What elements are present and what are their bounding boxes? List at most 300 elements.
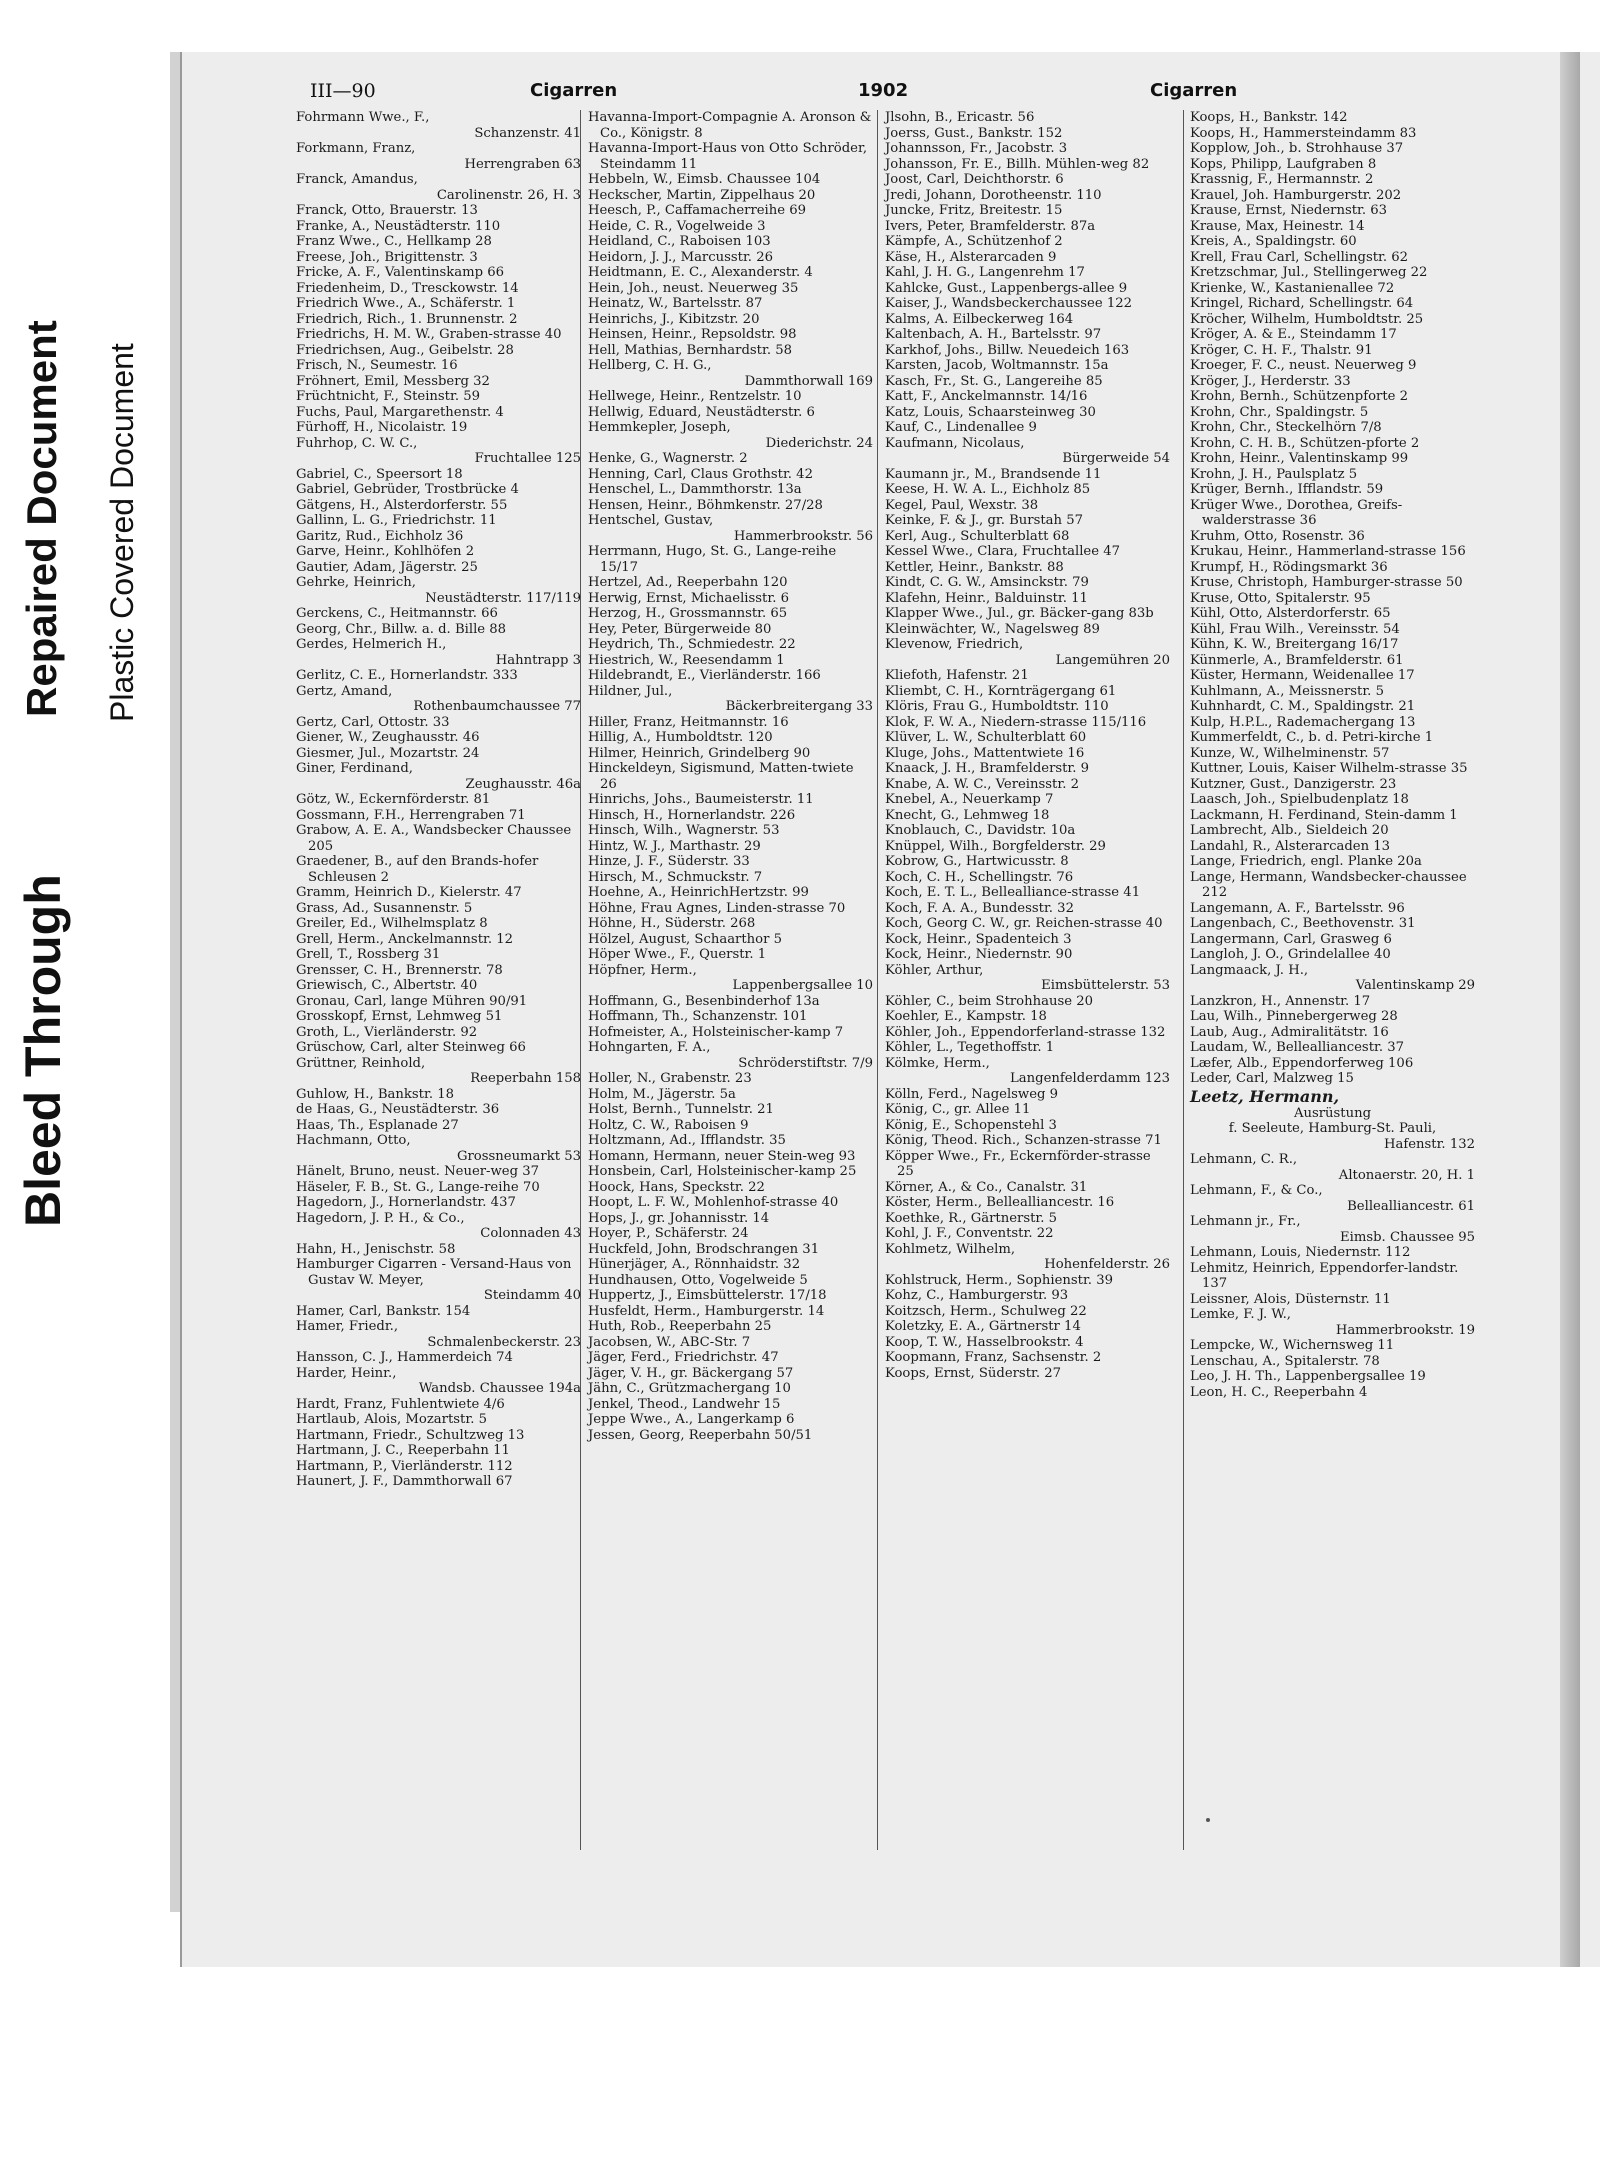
entry-name: Krohn, J. H., Paulsplatz 5 [1190,466,1358,482]
entry-name: Lehmann jr., Fr., [1190,1214,1301,1229]
entry-name: Hofmeister, A., Holsteinischer-kamp 7 [588,1024,844,1040]
directory-entry [296,932,581,948]
entry-name: Koch, E. T. L., Bellealliance-strasse 41 [885,885,1141,900]
entry-name: Kröger, C. H. F., Thalstr. 91 [1190,342,1373,358]
directory-entry [588,808,873,824]
directory-entry [296,1304,581,1320]
directory-entry [1190,1369,1475,1385]
directory-entry [885,901,1170,917]
entry-name: Kindt, C. G. W., Amsinckstr. 79 [885,575,1089,590]
directory-entry [1190,110,1475,126]
directory-entry [588,110,876,141]
entry-name: Hinze, J. F., Süderstr. 33 [588,854,750,869]
entry-name: Grüttner, Reinhold, [296,1055,426,1071]
directory-entry [1190,1071,1475,1087]
entry-name: Kuhnhardt, C. M., Spaldingstr. 21 [1190,699,1416,714]
entry-name: Gronau, Carl, lange Mühren 90/91 [296,993,528,1009]
directory-entry [588,544,873,575]
entry-address: Grossneumarkt 53 [456,1148,581,1164]
entry-name: Krause, Max, Heinestr. 14 [1190,218,1365,234]
entry-name: Heidland, C., Raboisen 103 [588,234,771,249]
entry-name: Krohn, Heinr., Valentinskamp 99 [1190,451,1409,466]
entry-name: Hey, Peter, Bürgerweide 80 [588,621,772,637]
entry-name: Kretzschmar, Jul., Stellingerweg 22 [1190,265,1428,280]
directory-entry [588,1149,873,1165]
directory-entry [588,1211,873,1227]
directory-entry [296,730,581,746]
entry-name: Gabriel, Gebrüder, Trostbrücke 4 [296,482,519,497]
directory-entry [885,1211,1170,1227]
scan-sidebar [0,52,190,1962]
entry-name: Klapper Wwe., Jul., gr. Bäcker-gang 83b [885,606,1154,621]
directory-entry [885,157,1170,173]
entry-name: Gätgens, H., Alsterdorferstr. 55 [296,497,508,513]
directory-entry [296,141,581,172]
directory-entry [296,172,581,203]
directory-entry [1190,1056,1475,1072]
entry-name: Lange, Hermann, Wandsbecker-chaussee 212 [1190,869,1471,900]
entry-name: Köhler, C., beim Strohhause 20 [885,993,1094,1009]
directory-entry [1190,312,1475,328]
directory-entry [885,963,1170,994]
entry-name: Leissner, Alois, Düsternstr. 11 [1190,1291,1391,1307]
entry-name: Jredi, Johann, Dorotheenstr. 110 [885,187,1102,203]
entry-name: Lehmitz, Heinrich, Eppendorfer-landstr. 137 [1190,1260,1463,1291]
entry-name: Lehmann, C. R., [1190,1152,1298,1167]
entry-name: Kruhm, Otto, Rosenstr. 36 [1190,528,1365,544]
entry-name: Kühn, K. W., Breitergang 16/17 [1190,637,1399,652]
directory-entry [885,172,1170,188]
entry-address: Altonaerstr. 20, H. 1 [1338,1167,1475,1183]
directory-entry [296,1087,581,1103]
directory-entry [588,234,873,250]
directory-entry [885,1025,1170,1041]
entry-name: Leetz, Hermann, [1190,1086,1340,1106]
entry-name: Johannsson, Fr., Jacobstr. 3 [885,141,1068,156]
entry-name: Käse, H., Alsterarcaden 9 [885,249,1057,265]
entry-name: Hiestrich, W., Reesendamm 1 [588,652,785,668]
entry-name: Klevenow, Friedrich, [885,637,1024,652]
entry-name: Hartlaub, Alois, Mozartstr. 5 [296,1412,487,1427]
directory-entry [1190,374,1475,390]
directory-entry [588,1319,873,1335]
entry-name: Klöris, Frau G., Humboldtstr. 110 [885,699,1109,714]
entry-name: Giener, W., Zeughausstr. 46 [296,730,480,745]
entry-name: Jähn, C., Grützmachergang 10 [588,1381,791,1396]
entry-name: Knoblauch, C., Davidstr. 10a [885,823,1076,838]
entry-address: Fruchtallee 125 [474,451,581,466]
directory-entry [885,1180,1170,1196]
directory-entry [885,234,1170,250]
directory-entry [296,1009,581,1025]
entry-name: Laub, Aug., Admiralitätstr. 16 [1190,1024,1389,1040]
directory-entry [1190,265,1475,281]
directory-entry [588,1133,873,1149]
entry-name: König, C., gr. Allee 11 [885,1102,1031,1117]
directory-entry [1190,467,1475,483]
directory-entry [1190,575,1475,591]
entry-name: Koops, Ernst, Süderstr. 27 [885,1365,1062,1381]
directory-entry [1190,234,1475,250]
directory-entry [1190,684,1475,700]
entry-name: Kluge, Johs., Mattentwiete 16 [885,745,1085,761]
entry-name: Franck, Amandus, [296,172,418,187]
entry-name: Kock, Heinr., Niedernstr. 90 [885,947,1073,962]
directory-entry [885,544,1170,560]
directory-entry [1190,188,1475,204]
entry-name: Huckfeld, John, Brodschrangen 31 [588,1241,820,1257]
entry-name: Friedrich Wwe., A., Schäferstr. 1 [296,296,516,311]
entry-name: Garitz, Rud., Eichholz 36 [296,528,464,544]
entry-name: König, Theod. Rich., Schanzen-strasse 71 [885,1133,1162,1148]
entry-name: Gertz, Amand, [296,683,393,699]
entry-name: Kessel Wwe., Clara, Fruchtallee 47 [885,544,1120,559]
entry-name: Koletzky, E. A., Gärtnerstr 14 [885,1319,1081,1334]
directory-entry [588,451,873,467]
entry-name: Krauel, Joh. Hamburgerstr. 202 [1190,187,1402,203]
directory-entry [1190,389,1475,405]
entry-name: Herrmann, Hugo, St. G., Lange-reihe 15/17 [588,544,841,575]
directory-entry [588,591,873,607]
directory-entry [588,389,873,405]
directory-entry [885,575,1170,591]
entry-name: Hohngarten, F. A., [588,1040,711,1055]
entry-name: Langermann, Carl, Grasweg 6 [1190,931,1392,947]
entry-name: Homann, Hermann, neuer Stein-weg 93 [588,1148,856,1164]
entry-name: Jäger, V. H., gr. Bäckergang 57 [588,1365,794,1381]
directory-entry [1190,560,1475,576]
entry-name: Langloh, J. O., Grindelallee 40 [1190,947,1391,962]
directory-entry [885,281,1170,297]
entry-name: Hellwig, Eduard, Neustädterstr. 6 [588,404,815,420]
directory-entry [885,947,1170,963]
entry-name: Hartmann, Friedr., Schultzweg 13 [296,1427,525,1443]
entry-name: Kuhlmann, A., Meissnerstr. 5 [1190,683,1384,699]
directory-entry [885,296,1170,312]
directory-entry [1190,854,1475,870]
entry-name: Kleinwächter, W., Nagelsweg 89 [885,621,1100,637]
entry-name: Hentschel, Gustav, [588,513,714,528]
directory-entry [885,870,1170,886]
entry-name: Huppertz, J., Eimsbüttelerstr. 17/18 [588,1288,827,1303]
entry-name: Fuhrhop, C. W. C., [296,435,418,451]
directory-entry [1190,405,1475,421]
entry-name: Gehrke, Heinrich, [296,575,416,590]
directory-entry [588,606,873,622]
entry-address: Hohenfelderstr. 26 [1044,1257,1170,1272]
directory-entry [1190,1137,1475,1153]
directory-entry [588,963,873,994]
entry-name: Ausrüstung [1293,1105,1372,1121]
entry-name: Garve, Heinr., Kohlhöfen 2 [296,544,475,559]
entry-name: Kohz, C., Hamburgerstr. 93 [885,1288,1069,1303]
directory-entry [885,141,1170,157]
directory-entry [588,358,873,389]
entry-name: Lau, Wilh., Pinnebergerweg 28 [1190,1009,1398,1024]
directory-entry [588,1335,873,1351]
entry-name: Hoehne, A., HeinrichHertzstr. 99 [588,885,809,900]
entry-name: Krohn, C. H. B., Schützen-pforte 2 [1190,435,1420,451]
entry-address: Hahntrapp 3 [495,652,581,668]
entry-name: Langenbach, C., Beethovenstr. 31 [1190,916,1416,931]
entry-name: Kerl, Aug., Schulterblatt 68 [885,528,1070,544]
entry-name: Hellwege, Heinr., Rentzelstr. 10 [588,389,802,404]
entry-address: Eimsbüttelerstr. 53 [1041,978,1170,993]
entry-address: Schmalenbeckerstr. 23 [427,1334,581,1350]
directory-entry [588,1226,873,1242]
directory-entry [1190,1152,1475,1183]
directory-entry [1190,1106,1475,1122]
entry-name: Hellberg, C. H. G., [588,358,712,373]
directory-entry [296,885,581,901]
directory-entry [1190,622,1475,638]
entry-name: Koethke, R., Gärtnerstr. 5 [885,1210,1058,1226]
entry-name: Kock, Heinr., Spadenteich 3 [885,931,1072,947]
directory-entry [1190,1009,1475,1025]
directory-entry [588,1180,873,1196]
entry-name: Hinckeldeyn, Sigismund, Matten-twiete 26 [588,761,858,792]
directory-column-2 [588,110,876,1930]
entry-name: Leo, J. H. Th., Lappenbergsallee 19 [1190,1369,1426,1384]
directory-entry [1190,358,1475,374]
directory-entry [296,312,581,328]
entry-name: Köster, Herm., Bellealliancestr. 16 [885,1195,1115,1210]
directory-entry [885,823,1170,839]
entry-name: Kalms, A. Eilbeckerweg 164 [885,311,1074,327]
entry-name: Grabow, A. E. A., Wandsbecker Chaussee 205 [296,823,576,854]
entry-name: Landahl, R., Alsterarcaden 13 [1190,838,1391,854]
directory-entry [588,792,873,808]
directory-entry [296,994,581,1010]
entry-name: Hölzel, August, Schaarthor 5 [588,931,782,947]
entry-name: Grell, Herm., Anckelmannstr. 12 [296,931,514,947]
entry-name: Grosskopf, Ernst, Lehmweg 51 [296,1009,503,1024]
directory-entry [296,1025,581,1041]
directory-entry [588,901,873,917]
directory-entry [885,1366,1170,1382]
entry-name: Holler, N., Grabenstr. 23 [588,1071,752,1086]
directory-entry [1190,1214,1475,1245]
directory-entry [1190,637,1475,653]
entry-name: Holst, Bernh., Tunnelstr. 21 [588,1102,774,1117]
entry-address: Dammthorwall 169 [744,373,873,389]
directory-entry [885,405,1170,421]
entry-name: Jenkel, Theod., Landwehr 15 [588,1396,781,1412]
directory-entry [885,343,1170,359]
entry-address: Schanzenstr. 41 [474,125,581,141]
entry-name: Johansson, Fr. E., Billh. Mühlen-weg 82 [885,156,1150,172]
directory-entry [885,374,1170,390]
directory-entry [1190,1025,1475,1041]
entry-name: Krohn, Bernh., Schützenpforte 2 [1190,389,1409,404]
directory-entry [588,1087,873,1103]
entry-address: Bellealliancestr. 61 [1347,1198,1475,1214]
directory-entry [1190,591,1475,607]
directory-entry [885,839,1170,855]
entry-name: Grüschow, Carl, alter Steinweg 66 [296,1040,526,1055]
entry-name: Hoock, Hans, Speckstr. 22 [588,1179,765,1195]
entry-name: Lehmann, F., & Co., [1190,1183,1323,1198]
directory-entry [588,296,873,312]
entry-address: Hammerbrookstr. 19 [1335,1322,1475,1338]
directory-entry [296,560,581,576]
entry-name: Henke, G., Wagnerstr. 2 [588,451,748,466]
entry-name: Hiller, Franz, Heitmannstr. 16 [588,714,789,730]
directory-entry [588,746,873,762]
directory-entry [296,513,581,529]
entry-name: Krohn, Chr., Steckelhörn 7/8 [1190,420,1382,435]
directory-entry [885,529,1170,545]
entry-name: Götz, W., Eckernförderstr. 81 [296,792,491,807]
plastic-covered-label: Plastic Covered Document [104,343,140,722]
directory-entry [296,823,581,854]
entry-name: Häseler, F. B., St. G., Lange-reihe 70 [296,1179,540,1195]
directory-entry [296,622,581,638]
entry-name: Jacobsen, W., ABC-Str. 7 [588,1334,751,1350]
directory-entry [885,358,1170,374]
directory-entry [296,575,581,606]
directory-entry [588,1288,873,1304]
entry-address: Rothenbaumchaussee 77 [413,699,581,714]
directory-entry [588,730,873,746]
directory-entry [1190,1040,1475,1056]
directory-entry [1190,281,1475,297]
entry-name: Hachmann, Otto, [296,1133,411,1148]
directory-entry [296,1195,581,1211]
entry-name: Kölln, Ferd., Nagelsweg 9 [885,1086,1059,1102]
directory-entry [588,994,873,1010]
directory-entry [296,467,581,483]
entry-name: Knecht, G., Lehmweg 18 [885,807,1050,823]
directory-entry [885,1288,1170,1304]
entry-name: Gerdes, Helmerich H., [296,637,447,652]
entry-name: Koch, Georg C. W., gr. Reichen-strasse 40 [885,916,1163,931]
entry-name: Hartmann, P., Vierländerstr. 112 [296,1458,513,1474]
entry-name: Höper Wwe., F., Querstr. 1 [588,947,767,962]
directory-entry [1190,1338,1475,1354]
entry-name: Kaltenbach, A. H., Bartelsstr. 97 [885,327,1102,342]
entry-name: Lehmann, Louis, Niedernstr. 112 [1190,1245,1411,1260]
directory-entry [588,1304,873,1320]
entry-name: Krukau, Heinr., Hammerland-strasse 156 [1190,544,1466,559]
entry-name: Karsten, Jacob, Woltmannstr. 15a [885,358,1109,373]
entry-name: Krumpf, H., Rödingsmarkt 36 [1190,559,1388,575]
directory-entry [588,1040,873,1071]
directory-entry [296,668,581,684]
directory-entry [885,1133,1170,1149]
page-header [310,80,1238,110]
entry-name: Hinrichs, Johs., Baumeisterstr. 11 [588,792,814,807]
entry-name: f. Seeleute, Hamburg-St. Pauli, [1228,1121,1437,1136]
entry-name: Fohrmann Wwe., F., [296,110,430,125]
directory-entry [885,560,1170,576]
entry-name: Hertzel, Ad., Reeperbahn 120 [588,575,788,590]
directory-entry [296,203,581,219]
directory-entry [1190,947,1475,963]
directory-entry [885,1226,1170,1242]
entry-name: Früchtnicht, F., Steinstr. 59 [296,389,481,404]
entry-name: Henning, Carl, Claus Grothstr. 42 [588,466,813,482]
directory-entry [296,1443,581,1459]
entry-name: Gautier, Adam, Jägerstr. 25 [296,559,478,575]
entry-name: Langemann, A. F., Bartelsstr. 96 [1190,900,1405,916]
entry-name: Holtz, C. W., Raboisen 9 [588,1117,749,1133]
directory-entry [885,808,1170,824]
entry-name: Knabe, A. W. C., Vereinsstr. 2 [885,776,1079,792]
directory-entry [588,1025,873,1041]
directory-entry [1190,1183,1475,1214]
directory-entry [588,498,873,514]
column-divider [1183,110,1184,1850]
directory-entry [1190,544,1475,560]
entry-name: Klafehn, Heinr., Balduinstr. 11 [885,590,1088,606]
directory-entry [885,265,1170,281]
directory-entry [1190,792,1475,808]
entry-name: Franz Wwe., C., Hellkamp 28 [296,234,492,249]
entry-name: Lange, Friedrich, engl. Planke 20a [1190,854,1422,869]
entry-name: Kohl, J. F., Conventstr. 22 [885,1226,1054,1241]
entry-name: Kringel, Richard, Schellingstr. 64 [1190,296,1414,311]
directory-entry [1190,1245,1475,1261]
entry-name: Kuttner, Louis, Kaiser Wilhelm-strasse 35 [1190,761,1468,776]
directory-entry [885,1149,1170,1180]
directory-entry [885,885,1170,901]
entry-name: Kaufmann, Nicolaus, [885,435,1025,451]
directory-entry [885,1056,1170,1087]
directory-entry [296,1118,581,1134]
entry-name: Koops, H., Hammersteindamm 83 [1190,125,1417,141]
entry-name: Friedenheim, D., Tresckowstr. 14 [296,280,519,296]
entry-name: Gallinn, L. G., Friedrichstr. 11 [296,513,497,528]
entry-name: Ivers, Peter, Bramfelderstr. 87a [885,218,1096,234]
entry-name: Heinrichs, J., Kibitzstr. 20 [588,311,760,327]
entry-name: Franke, A., Neustädterstr. 110 [296,218,501,234]
entry-name: Forkmann, Franz, [296,141,416,156]
directory-entry [885,637,1170,668]
entry-name: Kasch, Fr., St. G., Langereihe 85 [885,373,1103,389]
directory-column-1 [296,110,581,1930]
directory-entry [588,1118,873,1134]
entry-name: Krienke, W., Kastanienallee 72 [1190,280,1395,296]
header-year: 1902 [858,80,909,101]
entry-name: Knaack, J. H., Bramfelderstr. 9 [885,761,1090,776]
entry-name: Hoopt, L. F. W., Mohlenhof-strasse 40 [588,1195,839,1210]
directory-entry [588,1273,873,1289]
directory-entry [1190,1307,1475,1338]
directory-entry [588,715,873,731]
entry-name: Jäger, Ferd., Friedrichstr. 47 [588,1350,779,1365]
directory-column-4 [1190,110,1475,1930]
directory-entry [885,761,1170,777]
directory-entry [1190,901,1475,917]
directory-entry [1190,1261,1475,1292]
directory-entry [296,978,581,994]
entry-name: Klüver, L. W., Schulterblatt 60 [885,730,1087,745]
directory-entry [588,467,873,483]
directory-entry [296,343,581,359]
directory-entry [588,684,873,715]
entry-name: Hillig, A., Humboldtstr. 120 [588,730,773,745]
directory-entry [885,312,1170,328]
directory-entry [885,1350,1170,1366]
entry-name: Köhler, Joh., Eppendorferland-strasse 132 [885,1024,1166,1040]
entry-name: Hahn, H., Jenischstr. 58 [296,1241,456,1257]
directory-entry [588,265,873,281]
directory-entry [588,1350,873,1366]
entry-name: Kohlstruck, Herm., Sophienstr. 39 [885,1272,1113,1288]
header-title-right: Cigarren [1150,80,1238,101]
directory-entry [885,684,1170,700]
